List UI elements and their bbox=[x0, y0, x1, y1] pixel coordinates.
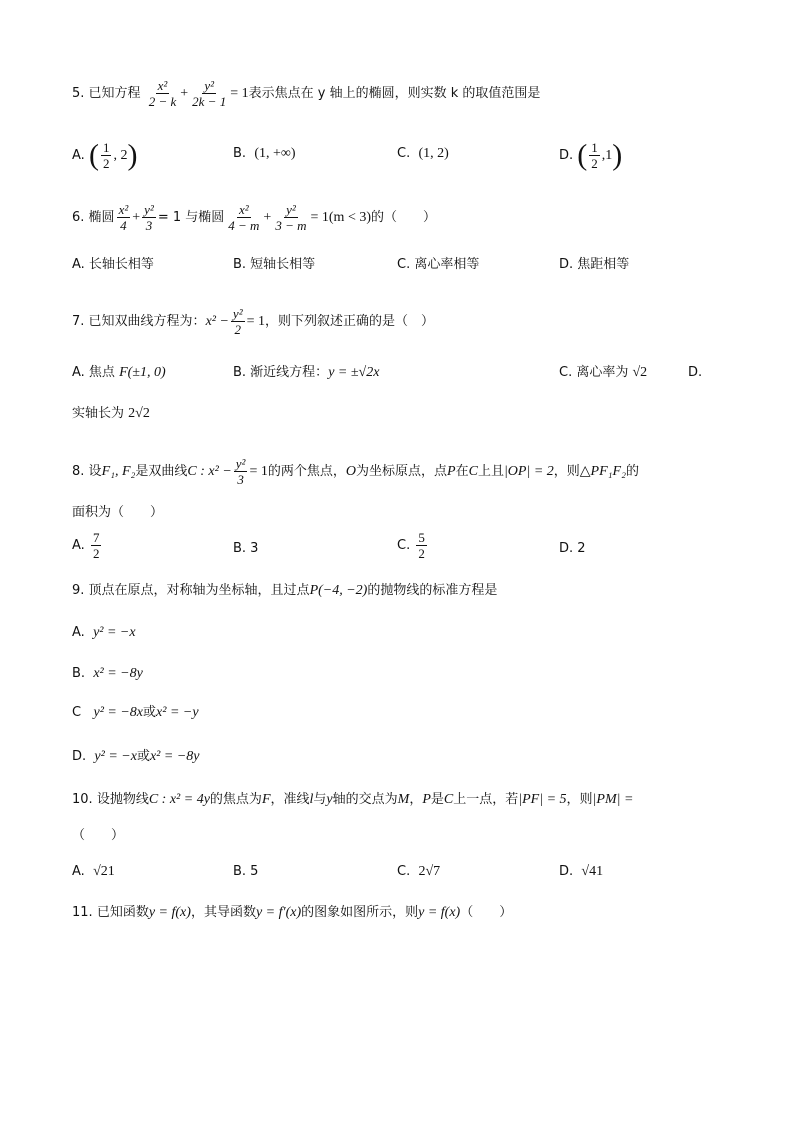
math-expr: y = f(x) bbox=[418, 905, 461, 920]
fraction-denominator: 2 bbox=[418, 546, 425, 561]
math-expr: y = f(x) bbox=[148, 905, 191, 920]
stem-text: 是双曲线 bbox=[135, 464, 188, 479]
q8-option-d[interactable]: D. 2 bbox=[559, 541, 586, 556]
option-label: C. bbox=[397, 864, 411, 879]
option-label: C. bbox=[397, 146, 411, 161]
paren: ( bbox=[577, 138, 588, 172]
math-expr: F₁, F₂ bbox=[101, 464, 136, 479]
fraction-denominator: 3 − m bbox=[275, 218, 307, 233]
paren: ( bbox=[88, 138, 99, 172]
question-number: 8. bbox=[72, 464, 85, 479]
stem-text: 已知方程 bbox=[88, 86, 141, 101]
option-math: √2 bbox=[632, 365, 648, 380]
stem-text: 已知双曲线方程为： bbox=[88, 314, 206, 329]
q5-option-a[interactable] bbox=[72, 140, 137, 171]
option-math: √21 bbox=[93, 864, 115, 879]
option-label: A. bbox=[72, 148, 85, 163]
q8-option-a[interactable] bbox=[72, 530, 103, 561]
fraction-denominator: 2 bbox=[234, 322, 241, 337]
question-number: 11. bbox=[72, 905, 93, 920]
q10-option-d[interactable] bbox=[559, 862, 603, 882]
q6-stem: 6. 椭圆 $\frac{\text{x²}}{4}$ + $\frac{\text{y²}}{3}$ = 1 与椭圆 $\frac{\text{x²}}{4 - m}$ + $\frac{\text{y²}}{3 - m}$ = 1(m < 3)的（ ） bbox=[72, 202, 437, 233]
q9-option-d[interactable] bbox=[72, 747, 200, 767]
stem-text: ，准线 bbox=[270, 792, 310, 807]
q6-option-c[interactable]: C. 离心率相等 bbox=[397, 257, 480, 272]
q6-option-d[interactable]: D. 焦距相等 bbox=[559, 257, 630, 272]
fraction-denominator: 2 bbox=[92, 546, 100, 561]
q9-option-c[interactable] bbox=[72, 703, 199, 723]
fraction-numerator: x² bbox=[118, 202, 129, 217]
option-text: 实轴长为 bbox=[72, 406, 125, 421]
q6-option-b[interactable]: B. 短轴长相等 bbox=[233, 257, 316, 272]
question-number: 10. bbox=[72, 792, 93, 807]
fraction-numerator: 7 bbox=[92, 530, 100, 545]
stem-text: ， bbox=[409, 792, 423, 807]
fraction bbox=[117, 202, 131, 233]
option-label: C. bbox=[397, 538, 411, 553]
stem-text: ，则 bbox=[553, 464, 580, 479]
stem-text: 轴的交点为 bbox=[332, 792, 398, 807]
q5-option-c[interactable] bbox=[397, 144, 449, 164]
option-math: y = ±√2x bbox=[328, 365, 380, 380]
stem-text: 的 bbox=[625, 464, 639, 479]
option-math: ,1 bbox=[601, 148, 613, 163]
option-math: (1, +∞) bbox=[254, 146, 296, 161]
q5-option-d[interactable] bbox=[559, 140, 622, 171]
fraction-numerator: 5 bbox=[418, 530, 425, 545]
q9-option-b[interactable] bbox=[72, 664, 143, 684]
stem-text: 顶点在原点，对称轴为坐标轴，且过点 bbox=[88, 583, 310, 598]
fraction-numerator: y² bbox=[144, 202, 154, 217]
option-label: A. bbox=[72, 864, 85, 879]
math-expr: P bbox=[422, 792, 431, 807]
stem-text: 的焦点为 bbox=[209, 792, 262, 807]
q9-stem bbox=[72, 581, 497, 601]
fraction-numerator: 1 bbox=[102, 140, 110, 155]
math-op: = 1 bbox=[230, 86, 249, 101]
q10-option-a[interactable] bbox=[72, 862, 115, 882]
stem-text: 设 bbox=[88, 464, 102, 479]
stem-text: = 1 与椭圆 bbox=[157, 210, 225, 225]
stem-text: 与 bbox=[313, 792, 327, 807]
fraction-denominator: 3 bbox=[145, 218, 153, 233]
stem-text: 设抛物线 bbox=[96, 792, 149, 807]
stem-text: 上一点，若 bbox=[453, 792, 519, 807]
fraction bbox=[101, 140, 112, 171]
option-label: A. 焦点 bbox=[72, 365, 115, 380]
stem-text: 已知函数 bbox=[96, 905, 149, 920]
q8-stem bbox=[72, 456, 639, 487]
q10-option-c[interactable] bbox=[397, 862, 440, 882]
option-label: D. bbox=[688, 365, 703, 380]
stem-text: 的（ ） bbox=[371, 210, 437, 225]
q7-option-d-cont[interactable] bbox=[72, 404, 150, 424]
fraction bbox=[231, 306, 245, 337]
fraction-denominator: 2 bbox=[591, 156, 598, 171]
stem-text: （ ） bbox=[460, 905, 513, 920]
math-expr: M bbox=[397, 792, 410, 807]
math-expr: |PF| = 5 bbox=[518, 792, 567, 807]
stem-text: 在 bbox=[455, 464, 469, 479]
fraction bbox=[147, 78, 179, 109]
math-expr: y = f′(x) bbox=[255, 905, 302, 920]
fraction-numerator: 1 bbox=[591, 140, 598, 155]
option-math: y² = −x bbox=[94, 749, 137, 764]
fraction bbox=[142, 202, 156, 233]
math-expr: x² − bbox=[205, 314, 229, 329]
option-math: √41 bbox=[581, 864, 604, 879]
math-expr: C : x² = 4y bbox=[148, 792, 210, 807]
q10-stem-line2: （ ） bbox=[72, 828, 125, 843]
option-math: (1, 2) bbox=[418, 146, 449, 161]
fraction bbox=[190, 78, 228, 109]
paren: ) bbox=[612, 138, 623, 172]
math-expr: △PF₁F₂ bbox=[579, 464, 626, 479]
stem-text: 为坐标原点，点 bbox=[356, 464, 448, 479]
fraction-numerator: y² bbox=[235, 456, 246, 471]
math-expr: = 1 bbox=[246, 314, 265, 329]
stem-text: 的两个焦点， bbox=[267, 464, 346, 479]
q10-option-b[interactable]: B. 5 bbox=[233, 864, 259, 879]
q11-stem bbox=[72, 903, 512, 923]
question-number: 7. bbox=[72, 314, 85, 329]
math-expr: l bbox=[309, 792, 314, 807]
q8-stem-line2: 面积为（ ） bbox=[72, 505, 164, 520]
option-math: , 2 bbox=[113, 148, 128, 163]
math-expr: P bbox=[447, 464, 456, 479]
math-expr: F bbox=[261, 792, 271, 807]
stem-text: 椭圆 bbox=[88, 210, 115, 225]
fraction bbox=[234, 456, 248, 487]
option-text: 或 bbox=[143, 705, 157, 720]
option-math: 2√7 bbox=[418, 864, 441, 879]
option-label: D. bbox=[72, 749, 87, 764]
math-expr: = 1 bbox=[249, 464, 268, 479]
option-math: 2√2 bbox=[128, 406, 150, 421]
question-number: 6. bbox=[72, 210, 85, 225]
fraction-denominator: 4 − m bbox=[228, 218, 260, 233]
fraction bbox=[416, 530, 427, 561]
question-number: 5. bbox=[72, 86, 85, 101]
q5-option-b[interactable] bbox=[233, 144, 296, 164]
stem-text: ，其导函数 bbox=[190, 905, 256, 920]
option-text: 或 bbox=[136, 749, 150, 764]
fraction-denominator: 2 − k bbox=[148, 94, 177, 109]
math-expr: y bbox=[326, 792, 333, 807]
q7-option-b[interactable] bbox=[233, 363, 379, 383]
fraction-denominator: 2 bbox=[102, 156, 110, 171]
option-label: B. 渐近线方程： bbox=[233, 365, 329, 380]
option-math: x² = −y bbox=[156, 705, 199, 720]
option-math: x² = −8y bbox=[149, 749, 200, 764]
stem-text: ，则下列叙述正确的是（ ） bbox=[265, 314, 435, 329]
option-label: C. 离心率为 bbox=[559, 365, 629, 380]
math-expr: |OP| = 2 bbox=[503, 464, 554, 479]
math-expr: P(−4, −2) bbox=[309, 583, 368, 598]
math-expr: = 1(m < 3) bbox=[310, 210, 372, 225]
paren: ) bbox=[127, 138, 138, 172]
fraction bbox=[589, 140, 600, 171]
fraction-numerator: x² bbox=[157, 78, 168, 93]
stem-text: 的抛物线的标准方程是 bbox=[367, 583, 498, 598]
math-expr: C : x² − bbox=[187, 464, 232, 479]
q8-option-b[interactable]: B. 3 bbox=[233, 541, 259, 556]
option-label: D. bbox=[559, 148, 574, 163]
math-op: + bbox=[263, 210, 272, 225]
q7-option-d-label[interactable] bbox=[688, 363, 702, 383]
fraction bbox=[226, 202, 261, 233]
q8-option-c[interactable] bbox=[397, 530, 429, 561]
option-label: D. bbox=[559, 864, 574, 879]
option-label: B. bbox=[233, 146, 247, 161]
stem-text: 上且 bbox=[477, 464, 504, 479]
stem-text: ，则 bbox=[566, 792, 593, 807]
math-expr: C bbox=[443, 792, 454, 807]
math-expr: C bbox=[468, 464, 478, 479]
q7-option-a[interactable] bbox=[72, 363, 166, 383]
option-label: A. bbox=[72, 625, 85, 640]
option-label: A. bbox=[72, 538, 85, 553]
fraction bbox=[91, 530, 102, 561]
q7-stem bbox=[72, 306, 434, 337]
math-expr: O bbox=[345, 464, 356, 479]
fraction-denominator: 2k − 1 bbox=[192, 94, 227, 109]
fraction-numerator: x² bbox=[239, 202, 249, 217]
stem-text: 表示焦点在 y 轴上的椭圆，则实数 k 的取值范围是 bbox=[248, 86, 541, 101]
option-label: B. bbox=[72, 666, 86, 681]
math-expr: |PM| = bbox=[592, 792, 634, 807]
stem-text: 的图象如图所示，则 bbox=[301, 905, 419, 920]
math-op: + bbox=[180, 86, 189, 101]
option-math: y² = −x bbox=[93, 625, 136, 640]
q10-stem bbox=[72, 790, 633, 810]
q9-option-a[interactable] bbox=[72, 623, 136, 643]
fraction bbox=[273, 202, 308, 233]
option-math: x² = −8y bbox=[93, 666, 143, 681]
fraction-numerator: y² bbox=[232, 306, 243, 321]
fraction-numerator: y² bbox=[204, 78, 215, 93]
question-number: 9. bbox=[72, 583, 85, 598]
option-math: F(±1, 0) bbox=[119, 365, 166, 380]
fraction-denominator: 4 bbox=[120, 218, 127, 233]
stem-text: 是 bbox=[430, 792, 444, 807]
q7-option-c[interactable] bbox=[559, 363, 647, 383]
fraction-numerator: y² bbox=[286, 202, 296, 217]
option-math: y² = −8x bbox=[93, 705, 144, 720]
option-label: C bbox=[72, 705, 82, 720]
q5-stem bbox=[72, 78, 540, 109]
fraction-denominator: 3 bbox=[237, 472, 244, 487]
q6-option-a[interactable]: A. 长轴长相等 bbox=[72, 257, 154, 272]
